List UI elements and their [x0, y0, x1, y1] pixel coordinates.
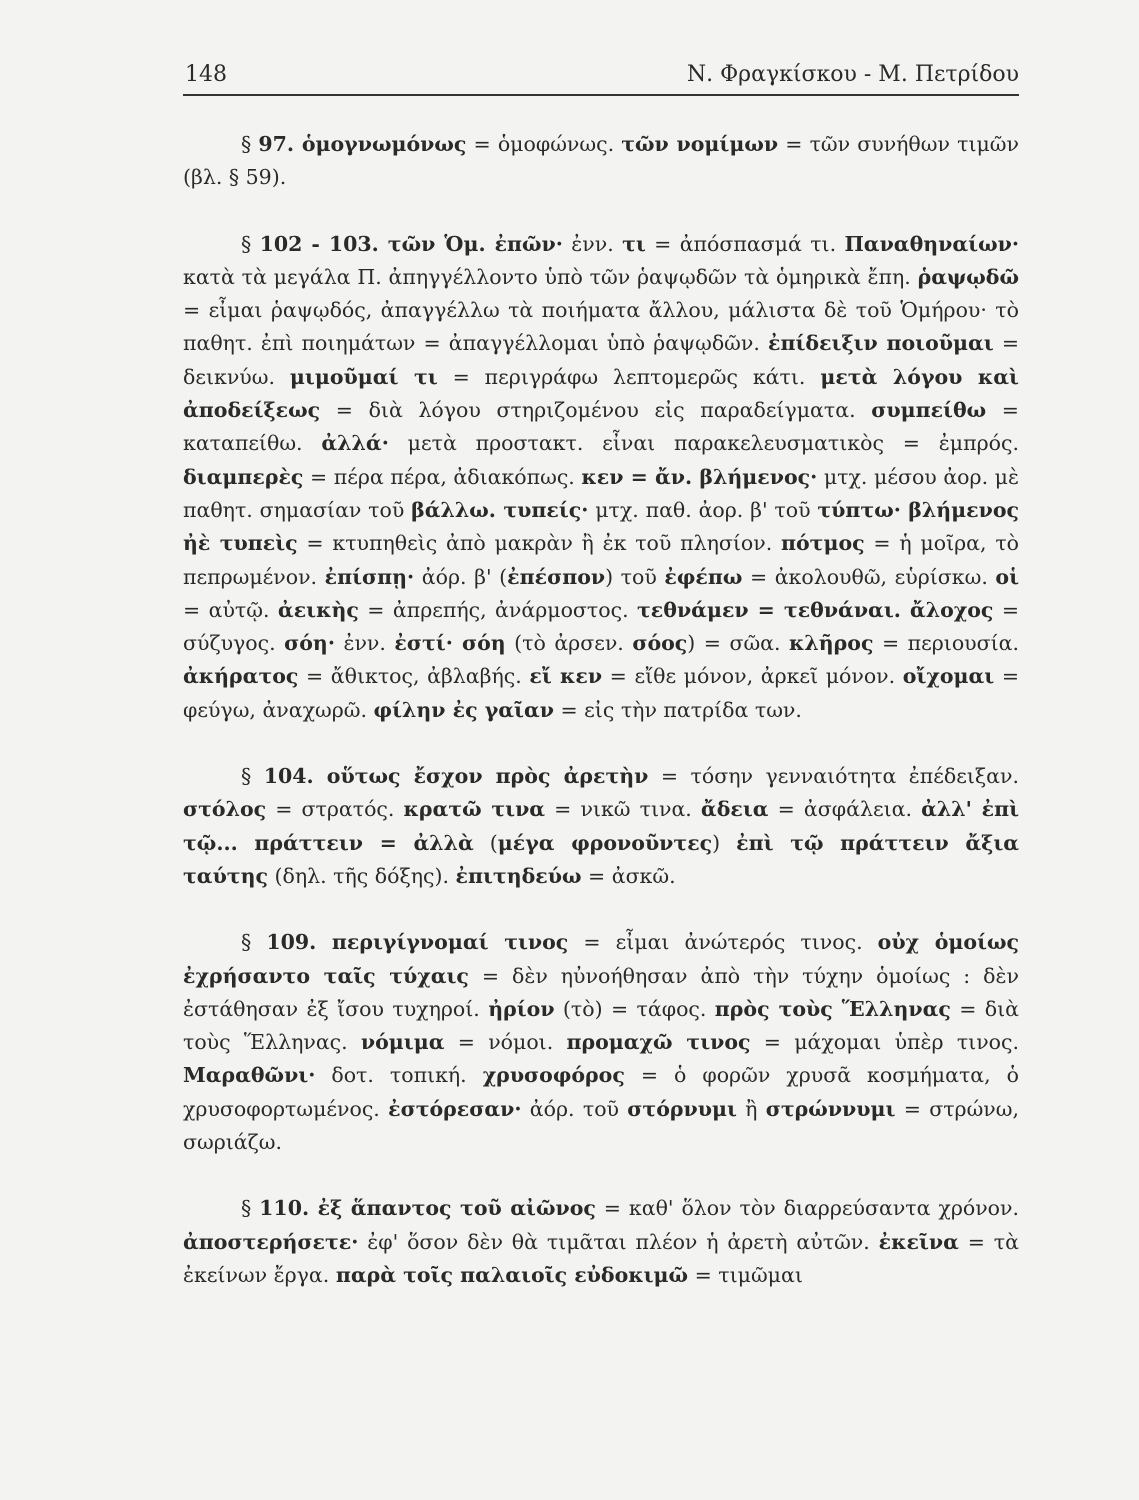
lemma: ἐπέσπον: [507, 564, 606, 589]
lemma: 102 - 103. τῶν Ὁμ. ἐπῶν·: [259, 231, 563, 256]
gloss-text: = φεύγω, ἀναχωρῶ.: [183, 664, 1020, 722]
gloss-text: = ἀπρεπής, ἀνάρμοστος.: [358, 597, 638, 622]
lemma: Μαραθῶνι·: [183, 1063, 316, 1088]
gloss-text: = κτυπηθεὶς ἀπὸ μακρὰν ἢ ἐκ τοῦ πλησίον.: [297, 531, 781, 556]
gloss-text: = ἀσκῶ.: [581, 863, 676, 888]
running-head: Ν. Φραγκίσκου - Μ. Πετρίδου: [686, 62, 1019, 87]
gloss-text: = ὁ φορῶν χρυσᾶ κοσμήματα, ὁ χρυσοφορτωμένος.: [183, 1063, 1019, 1121]
gloss-text: = διὰ λόγου στηριζομένου εἰς παραδείγματα.: [320, 398, 872, 423]
gloss-text: = καθ' ὅλον τὸν διαρρεύσαντα χρόνον.: [595, 1196, 1019, 1221]
gloss-text: δοτ. τοπική.: [315, 1063, 483, 1088]
gloss-text: (δηλ. τῆς δόξης).: [267, 863, 456, 888]
lemma: συμπείθω: [871, 398, 987, 423]
lemma: σόη·: [284, 631, 335, 656]
lemma: ῥαψῳδῶ: [917, 264, 1019, 289]
lemma: 104. οὕτως ἔσχον πρὸς ἀρετὴν: [263, 764, 649, 789]
lemma: ἐφέπω: [664, 564, 743, 589]
lemma: τύπτω· βλήμενος ἠὲ τυπεὶς: [183, 497, 1020, 556]
gloss-text: ἀόρ. τοῦ: [521, 1096, 628, 1121]
gloss-text: = πέρα πέρα, ἀδιακόπως.: [303, 464, 582, 489]
gloss-text: = περιγράφω λεπτομερῶς κάτι.: [437, 364, 821, 389]
lemma: κρατῶ τινα: [403, 797, 546, 822]
lemma: οὐχ ὁμοίως ἐχρήσαντο ταῖς τύχαις: [183, 930, 1019, 988]
lemma: μετὰ λόγου καὶ ἀποδείξεως: [183, 364, 1019, 423]
gloss-text: ἐνν.: [334, 631, 395, 656]
gloss-text: = σύζυγος.: [183, 597, 1020, 656]
lemma: τι: [622, 231, 646, 256]
gloss-text: = δὲν ηὐνοήθησαν ἀπὸ τὴν τύχην ὁμοίως : δὲν ἐστάθησαν ἐξ ἴσου τυχηροί.: [183, 963, 1019, 1021]
gloss-text: (τὸ ἀρσεν.: [505, 631, 633, 656]
gloss-text: μετὰ προστακτ. εἶναι παρακελευσματικὸς = ἐμπρός.: [388, 431, 1019, 456]
lemma: οἱ: [995, 564, 1020, 589]
gloss-text: = μάχομαι ὑπὲρ τινος.: [750, 1030, 1020, 1055]
lemma: βάλλω. τυπείς·: [411, 497, 589, 522]
gloss-text: = ἀκολουθῶ, εὑρίσκω.: [742, 564, 996, 589]
gloss-text: μτχ. μέσου ἀορ. μὲ παθητ. σημασίαν τοῦ: [183, 464, 1019, 522]
section-mark: §: [241, 764, 264, 789]
lemma: ἐστί· σόη: [394, 631, 506, 656]
commentary-paragraph-109: [183, 926, 1019, 1159]
gloss-text: ἐφ' ὅσον δὲν θὰ τιμᾶται πλέον ἡ ἀρετὴ αὐτῶν.: [358, 1229, 879, 1254]
lemma: ἐκεῖνα: [878, 1229, 959, 1254]
section-mark: §: [241, 1196, 260, 1221]
gloss-text: = στρώνω, σωριάζω.: [183, 1096, 1019, 1155]
lemma: χρυσοφόρος: [482, 1063, 625, 1088]
lemma: 97. ὁμογνωμόνως: [258, 132, 467, 156]
gloss-text: = αὐτῷ.: [183, 597, 278, 622]
lemma: στρώννυμι: [765, 1096, 896, 1121]
lemma: μέγα φρονοῦντες: [497, 830, 713, 855]
lemma: τῶν νομίμων: [621, 132, 779, 156]
gloss-text: = ἀσφάλεια.: [768, 797, 922, 822]
lemma: ἐπὶ τῷ πράττειν ἄξια ταύτης: [183, 830, 1020, 888]
lemma: σόος: [632, 631, 688, 656]
gloss-text: = διὰ τοὺς Ἕλληνας.: [183, 996, 1019, 1055]
lemma: φίλην ἐς γαῖαν: [373, 697, 554, 722]
lemma: μιμοῦμαί τι: [289, 364, 438, 389]
gloss-text: = καταπείθω.: [183, 398, 1019, 456]
commentary-paragraph-97: [183, 128, 1019, 195]
lemma: 109. περιγίγνομαί τινος: [266, 930, 569, 955]
lemma: ἠρίον: [488, 996, 555, 1021]
gloss-text: = ἡ μοῖρα, τὸ πεπρωμένον.: [183, 531, 1019, 589]
lemma: στόρνυμι: [627, 1096, 737, 1121]
commentary-paragraph-110: [183, 1192, 1019, 1292]
lemma: παρὰ τοῖς παλαιοῖς εὐδοκιμῶ: [335, 1262, 689, 1287]
lemma: προμαχῶ τινος: [566, 1030, 751, 1055]
gloss-text: = νόμοι.: [444, 1030, 567, 1055]
lemma: Παναθηναίων·: [844, 231, 1019, 256]
lemma: ἐστόρεσαν·: [388, 1096, 522, 1121]
commentary-paragraph-104: [183, 760, 1019, 893]
commentary-body: [183, 128, 1019, 1325]
gloss-text: = περιουσία.: [873, 631, 1020, 656]
lemma: διαμπερὲς: [183, 464, 304, 489]
lemma: ἀποστερήσετε·: [183, 1229, 359, 1254]
lemma: ἐπίδειξιν ποιοῦμαι: [768, 331, 994, 356]
lemma: ἀλλά·: [321, 431, 389, 456]
lemma: τεθνάμεν = τεθνάναι. ἄλοχος: [637, 597, 994, 622]
gloss-text: ἢ: [736, 1096, 766, 1121]
gloss-text: = ἄθικτος, ἀβλαβής.: [298, 664, 530, 689]
lemma: οἴχομαι: [902, 664, 995, 689]
gloss-text: κατὰ τὰ μεγάλα Π. ἀπηγγέλλοντο ὑπὸ τῶν ῥαψῳδῶν τὰ ὁμηρικὰ ἔπη.: [183, 264, 918, 289]
section-mark: §: [241, 231, 260, 256]
lemma: ἐπίσπῃ·: [324, 564, 415, 589]
lemma: εἴ κεν: [529, 664, 603, 689]
commentary-paragraph-102-103: [183, 228, 1019, 727]
section-mark: §: [241, 132, 259, 156]
gloss-text: = στρατός.: [266, 797, 404, 822]
lemma: πρὸς τοὺς Ἕλληνας: [714, 996, 951, 1021]
gloss-text: = δεικνύω.: [183, 331, 1019, 389]
lemma: νόμιμα: [360, 1030, 445, 1055]
gloss-text: = ἀπόσπασμά τι.: [645, 231, 845, 256]
lemma: ἄδεια: [700, 797, 769, 822]
gloss-text: ἐνν.: [562, 231, 623, 256]
gloss-text: = εἴθε μόνον, ἀρκεῖ μόνον.: [602, 664, 903, 689]
gloss-text: ): [712, 830, 737, 855]
gloss-text: = εἰς τὴν πατρίδα των.: [553, 697, 802, 722]
gloss-text: (: [473, 830, 498, 855]
gloss-text: μτχ. παθ. ἀορ. β' τοῦ: [588, 497, 818, 522]
gloss-text: = εἶμαι ῥαψῳδός, ἀπαγγέλλω τὰ ποιήματα ἄλλου, μάλιστα δὲ τοῦ Ὁμήρου· τὸ παθητ. ἐπὶ ποιημάτων = ἀπαγγέλλομαι ὑπὸ ῥαψῳδῶν.: [183, 298, 1019, 356]
gloss-text: ) = σῶα.: [687, 631, 790, 656]
gloss-text: = ὁμοφώνως.: [466, 132, 622, 156]
lemma: ἐπιτηδεύω: [455, 863, 582, 888]
gloss-text: = τόσην γενναιότητα ἐπέδειξαν.: [648, 764, 1019, 789]
gloss-text: (τὸ) = τάφος.: [554, 996, 715, 1021]
section-mark: §: [241, 930, 267, 955]
gloss-text: = τιμῶμαι: [688, 1262, 803, 1287]
lemma: κλῆρος: [789, 631, 874, 656]
lemma: ἀκήρατος: [183, 664, 299, 689]
gloss-text: = τὰ ἐκείνων ἔργα.: [183, 1229, 1019, 1287]
gloss-text: ἀόρ. β' (: [414, 564, 508, 589]
gloss-text: = τῶν συνήθων τιμῶν (βλ. § 59).: [183, 132, 1019, 190]
lemma: κεν = ἄν. βλήμενος·: [581, 464, 818, 489]
gloss-text: = εἶμαι ἀνώτερός τινος.: [568, 930, 878, 955]
page-number: 148: [185, 62, 227, 87]
page-header: [183, 58, 1019, 96]
lemma: πότμος: [781, 531, 865, 556]
lemma: ἀλλ' ἐπὶ τῷ... πράττειν = ἀλλὰ: [183, 797, 1019, 855]
gloss-text: = νικῶ τινα.: [545, 797, 701, 822]
lemma: ἀεικὴς: [277, 597, 359, 622]
lemma: στόλος: [183, 797, 267, 822]
lemma: 110. ἐξ ἅπαντος τοῦ αἰῶνος: [259, 1196, 596, 1221]
gloss-text: ) τοῦ: [605, 564, 665, 589]
